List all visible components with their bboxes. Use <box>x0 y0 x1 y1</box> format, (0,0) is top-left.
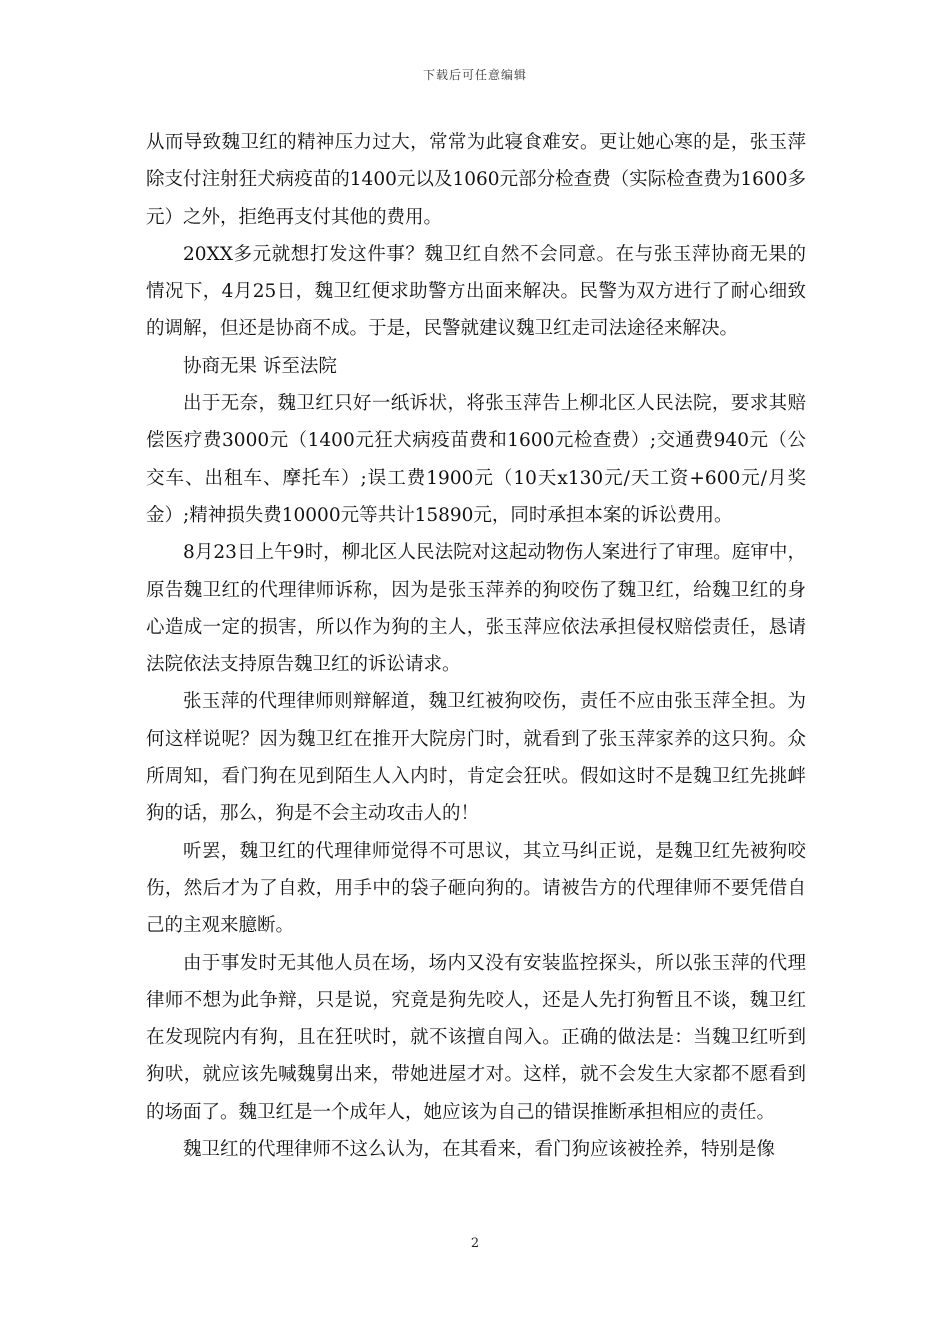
paragraph-continuation: 从而导致魏卫红的精神压力过大，常常为此寝食难安。更让她心寒的是，张玉萍除支付注射狂犬病疫苗的1400元以及1060元部分检查费（实际检查费为1600多元）之外，拒绝再支付其他的费用。 <box>146 132 806 228</box>
page-header: 下载后可任意编辑 <box>422 68 527 82</box>
paragraph: 8月23日上午9时，柳北区人民法院对这起动物伤人案进行了审理。庭审中，原告魏卫红的代理律师诉称，因为是张玉萍养的狗咬伤了魏卫红，给魏卫红的身心造成一定的损害，所以作为狗的主人，张玉萍应依法承担侵权赔偿责任，恳请法院依法支持原告魏卫红的诉讼请求。 <box>146 542 806 676</box>
paragraph: 听罢，魏卫红的代理律师觉得不可思议，其立马纠正说，是魏卫红先被狗咬伤，然后才为了自救，用手中的袋子砸向狗的。请被告方的代理律师不要凭借自己的主观来臆断。 <box>146 840 806 937</box>
paragraph: 由于事发时无其他人员在场，场内又没有安装监控探头，所以张玉萍的代理律师不想为此争辩，只是说，究竟是狗先咬人，还是人先打狗暂且不谈，魏卫红在发现院内有狗，且在狂吠时，就不该擅自闯入。正确的做法是：当魏卫红听到狗吠，就应该先喊魏舅出来，带她进屋才对。这样，就不会发生大家都不愿看到的场面了。魏卫红是一个成年人，她应该为自己的错误推断承担相应的责任。 <box>146 952 806 1123</box>
paragraph: 魏卫红的代理律师不这么认为，在其看来，看门狗应该被拴养，特别是像 <box>183 1139 776 1161</box>
paragraph: 出于无奈，魏卫红只好一纸诉状，将张玉萍告上柳北区人民法院，要求其赔偿医疗费3000元（1400元狂犬病疫苗费和1600元检查费）;交通费940元（公交车、出租车、摩托车）;误工费1900元（10天x130元/天工资+600元/月奖金）;精神损失费10000元等共计15890元，同时承担本案的诉讼费用。 <box>146 393 806 526</box>
page-number: 2 <box>470 1236 480 1251</box>
paragraph: 20XX多元就想打发这件事？魏卫红自然不会同意。在与张玉萍协商无果的情况下，4月25日，魏卫红便求助警方出面来解决。民警为双方进行了耐心细致的调解，但还是协商不成。于是，民警就建议魏卫红走司法途径来解决。 <box>146 243 806 340</box>
section-heading: 协商无果 诉至法院 <box>183 355 337 377</box>
paragraph: 张玉萍的代理律师则辩解道，魏卫红被狗咬伤，责任不应由张玉萍全担。为何这样说呢？因为魏卫红在推开大院房门时，就看到了张玉萍家养的这只狗。众所周知，看门狗在见到陌生人入内时，肯定会狂吠。假如这时不是魏卫红先挑衅狗的话，那么，狗是不会主动攻击人的！ <box>146 691 806 825</box>
document-body <box>146 124 806 1168</box>
